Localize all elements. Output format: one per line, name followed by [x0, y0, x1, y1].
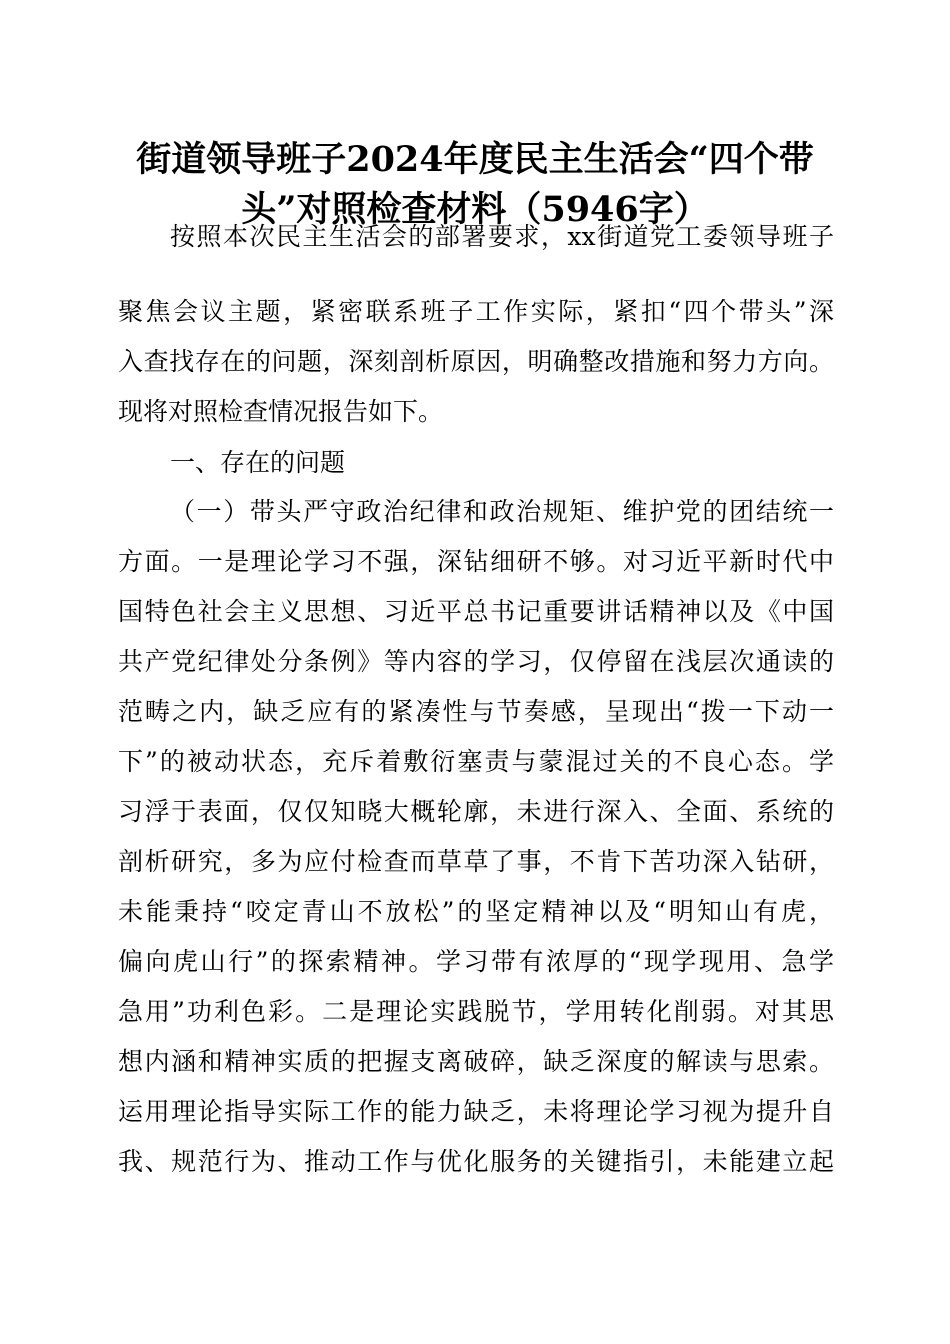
- body-line-4: 共产党纪律处分条例》等内容的学习，仅停留在浅层次通读的: [118, 647, 834, 676]
- body-line-8: 剖析研究，多为应付检查而草草了事，不肯下苦功深入钻研，: [118, 847, 834, 876]
- body-line-1: （一）带头严守政治纪律和政治规矩、维护党的团结统一: [170, 497, 834, 526]
- body-line-10: 偏向虎山行”的探索精神。学习带有浓厚的“现学现用、急学: [118, 947, 834, 976]
- body-line-11: 急用”功利色彩。二是理论实践脱节，学用转化削弱。对其思: [118, 997, 834, 1026]
- body-line-9: 未能秉持“咬定青山不放松”的坚定精神以及“明知山有虎，: [118, 897, 834, 926]
- body-line-7: 习浮于表面，仅仅知晓大概轮廓，未进行深入、全面、系统的: [118, 797, 834, 826]
- body-line-13: 运用理论指导实际工作的能力缺乏，未将理论学习视为提升自: [118, 1097, 834, 1126]
- body-line-2: 方面。一是理论学习不强，深钻细研不够。对习近平新时代中: [118, 547, 834, 576]
- intro-line-4: 现将对照检查情况报告如下。: [118, 397, 444, 426]
- body-line-14: 我、规范行为、推动工作与优化服务的关键指引，未能建立起: [118, 1147, 834, 1176]
- intro-line-1: 按照本次民主生活会的部署要求，xx街道党工委领导班子: [170, 222, 834, 251]
- body-line-6: 下”的被动状态，充斥着敷衍塞责与蒙混过关的不良心态。学: [118, 747, 834, 776]
- intro-line-3: 入查找存在的问题，深刻剖析原因，明确整改措施和努力方向。: [118, 347, 834, 376]
- document-title-line-1: 街道领导班子2024年度民主生活会“四个带: [136, 139, 814, 180]
- body-line-3: 国特色社会主义思想、习近平总书记重要讲话精神以及《中国: [118, 597, 834, 626]
- section-heading: 一、存在的问题: [170, 448, 346, 477]
- body-line-12: 想内涵和精神实质的把握支离破碎，缺乏深度的解读与思索。: [118, 1047, 834, 1076]
- body-line-5: 范畴之内，缺乏应有的紧凑性与节奏感，呈现出“拨一下动一: [118, 697, 834, 726]
- intro-line-2: 聚焦会议主题，紧密联系班子工作实际，紧扣“四个带头”深: [118, 297, 834, 326]
- document-title-line-2: 头”对照检查材料（5946字）: [241, 189, 709, 230]
